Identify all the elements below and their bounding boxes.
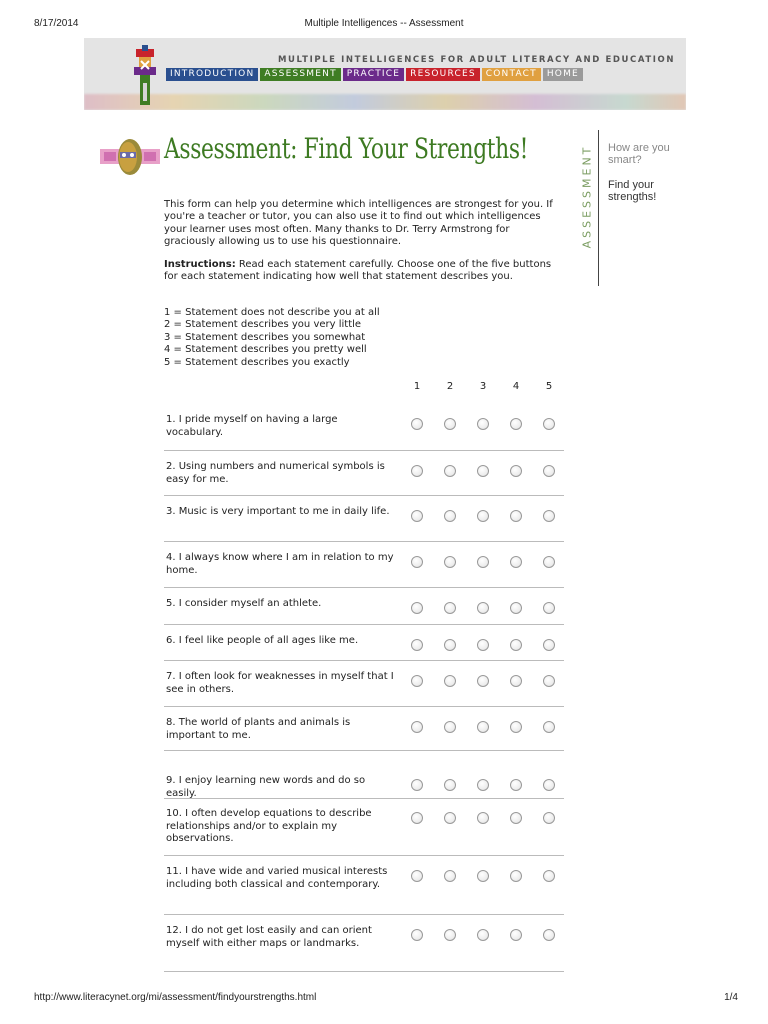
rating-radio-2[interactable]	[444, 675, 456, 687]
rating-radio-2[interactable]	[444, 418, 456, 430]
rating-radio-5[interactable]	[543, 721, 555, 733]
statement-text: 11. I have wide and varied musical interests including both classical and contemporary.	[166, 866, 388, 890]
rating-radio-1[interactable]	[411, 602, 423, 614]
rating-radio-5[interactable]	[543, 779, 555, 791]
site-tagline: MULTIPLE INTELLIGENCES FOR ADULT LITERACY AND EDUCATION	[278, 55, 676, 65]
sidebar-vertical-text: ASSESSMENT	[580, 144, 594, 249]
rating-radio-3[interactable]	[477, 929, 489, 941]
question-row	[164, 661, 564, 707]
nav-contact[interactable]: CONTACT	[482, 68, 541, 81]
question-row	[164, 588, 564, 625]
rating-radio-2[interactable]	[444, 556, 456, 568]
rating-radio-4[interactable]	[510, 779, 522, 791]
rating-radio-5[interactable]	[543, 675, 555, 687]
rating-radio-2[interactable]	[444, 812, 456, 824]
scale-item: 3 = Statement describes you somewhat	[164, 331, 366, 343]
rating-radio-1[interactable]	[411, 639, 423, 651]
rating-radio-1[interactable]	[411, 556, 423, 568]
print-date: 8/17/2014	[34, 18, 79, 29]
question-row	[164, 799, 564, 856]
mi-logo-icon[interactable]	[130, 43, 160, 107]
nav-introduction[interactable]: INTRODUCTION	[166, 68, 258, 81]
column-header: 1	[413, 381, 421, 392]
column-header: 4	[512, 381, 520, 392]
instructions-paragraph	[164, 259, 562, 284]
question-row	[164, 542, 564, 588]
scale-item: 1 = Statement does not describe you at all	[164, 307, 380, 318]
question-row	[164, 404, 564, 451]
rating-radio-5[interactable]	[543, 418, 555, 430]
sidebar-section-label	[577, 130, 597, 266]
rating-radio-4[interactable]	[510, 929, 522, 941]
rating-radio-1[interactable]	[411, 418, 423, 430]
print-header	[0, 18, 768, 32]
rating-radio-5[interactable]	[543, 639, 555, 651]
statement-text: 2. Using numbers and numerical symbols is easy for me.	[166, 461, 385, 485]
statement-text: 3. Music is very important to me in daily life.	[166, 506, 390, 517]
scale-item: 5 = Statement describes you exactly	[164, 356, 350, 368]
rating-radio-4[interactable]	[510, 465, 522, 477]
nav-practice[interactable]: PRACTICE	[343, 68, 404, 81]
question-row	[164, 856, 564, 915]
rating-radio-4[interactable]	[510, 870, 522, 882]
rating-radio-4[interactable]	[510, 639, 522, 651]
rating-radio-3[interactable]	[477, 639, 489, 651]
nav-assessment[interactable]: ASSESSMENT	[260, 68, 340, 81]
print-page-title: Multiple Intelligences -- Assessment	[304, 18, 464, 29]
statement-text: 7. I often look for weaknesses in myself that I see in others.	[166, 671, 394, 695]
rating-radio-5[interactable]	[543, 870, 555, 882]
rating-radio-3[interactable]	[477, 812, 489, 824]
questionnaire	[164, 404, 564, 972]
rating-radio-2[interactable]	[444, 929, 456, 941]
rating-radio-5[interactable]	[543, 465, 555, 477]
rating-radio-2[interactable]	[444, 870, 456, 882]
rating-radio-1[interactable]	[411, 721, 423, 733]
rating-radio-5[interactable]	[543, 929, 555, 941]
rating-radio-5[interactable]	[543, 812, 555, 824]
rating-scale	[164, 307, 562, 369]
rating-radio-2[interactable]	[444, 510, 456, 522]
scale-item: 4 = Statement describes you pretty well	[164, 344, 367, 356]
instructions-label: Instructions:	[164, 259, 236, 270]
question-row	[164, 451, 564, 496]
statement-text: 9. I enjoy learning new words and do so easily.	[166, 775, 366, 799]
rating-radio-5[interactable]	[543, 510, 555, 522]
rating-radio-4[interactable]	[510, 418, 522, 430]
rating-radio-1[interactable]	[411, 812, 423, 824]
rating-radio-4[interactable]	[510, 812, 522, 824]
rating-radio-4[interactable]	[510, 510, 522, 522]
statement-text: 1. I pride myself on having a large vocabulary.	[166, 414, 338, 438]
rating-radio-4[interactable]	[510, 602, 522, 614]
rating-radio-1[interactable]	[411, 929, 423, 941]
rating-radio-2[interactable]	[444, 721, 456, 733]
nav-home[interactable]: HOME	[543, 68, 583, 81]
rating-radio-1[interactable]	[411, 870, 423, 882]
rating-radio-2[interactable]	[444, 602, 456, 614]
statement-text: 4. I always know where I am in relation to my home.	[166, 552, 394, 576]
rating-radio-4[interactable]	[510, 675, 522, 687]
main-nav	[166, 68, 583, 81]
rating-radio-3[interactable]	[477, 602, 489, 614]
nav-resources[interactable]: RESOURCES	[406, 68, 480, 81]
question-row	[164, 496, 564, 542]
banner-decoration	[84, 94, 686, 110]
intro-paragraph: This form can help you determine which intelligences are strongest for you. If you're a teacher or tutor, you can also use it to find out which intelligences your learner uses most often. Many thanks to Dr. Terry Armstrong for graciously allowing us to use his questionnaire.	[164, 199, 553, 247]
sidebar	[580, 130, 699, 286]
rating-radio-3[interactable]	[477, 870, 489, 882]
question-row	[164, 625, 564, 661]
rating-radio-4[interactable]	[510, 556, 522, 568]
sidebar-link-find-strengths[interactable]: Find your strengths!	[608, 179, 657, 203]
scale-item: 2 = Statement describes you very little	[164, 319, 362, 331]
rating-radio-3[interactable]	[477, 675, 489, 687]
rating-radio-5[interactable]	[543, 602, 555, 614]
statement-text: 12. I do not get lost easily and can orient myself with either maps or landmarks.	[166, 925, 372, 949]
rating-radio-1[interactable]	[411, 779, 423, 791]
statement-text: 6. I feel like people of all ages like me.	[166, 635, 359, 646]
page-title: Assessment: Find Your Strengths!	[164, 132, 529, 165]
rating-radio-2[interactable]	[444, 779, 456, 791]
rating-radio-1[interactable]	[411, 465, 423, 477]
rating-radio-3[interactable]	[477, 721, 489, 733]
statement-text: 8. The world of plants and animals is important to me.	[166, 717, 351, 741]
rating-radio-3[interactable]	[477, 510, 489, 522]
rating-radio-1[interactable]	[411, 510, 423, 522]
face-icon	[100, 136, 160, 178]
rating-radio-1[interactable]	[411, 675, 423, 687]
sidebar-link-how-smart[interactable]: How are you smart?	[608, 142, 670, 166]
rating-radio-3[interactable]	[477, 465, 489, 477]
site-banner	[84, 38, 686, 110]
print-page-number: 1/4	[724, 992, 738, 1003]
statement-text: 10. I often develop equations to describe relationships and/or to explain my observations.	[166, 808, 372, 844]
rating-radio-4[interactable]	[510, 721, 522, 733]
rating-radio-3[interactable]	[477, 418, 489, 430]
column-header: 2	[446, 381, 454, 392]
question-row	[164, 915, 564, 972]
question-row	[164, 707, 564, 751]
instructions-text: Read each statement carefully. Choose one of the five buttons for each statement indicating how well that statement describes you.	[164, 259, 552, 283]
column-header: 3	[479, 381, 487, 392]
rating-radio-3[interactable]	[477, 779, 489, 791]
rating-radio-2[interactable]	[444, 639, 456, 651]
rating-radio-5[interactable]	[543, 556, 555, 568]
print-url: http://www.literacynet.org/mi/assessment/findyourstrengths.html	[34, 992, 317, 1003]
question-row	[164, 751, 564, 799]
rating-radio-2[interactable]	[444, 465, 456, 477]
statement-text: 5. I consider myself an athlete.	[166, 598, 322, 609]
column-header: 5	[545, 381, 553, 392]
rating-radio-3[interactable]	[477, 556, 489, 568]
